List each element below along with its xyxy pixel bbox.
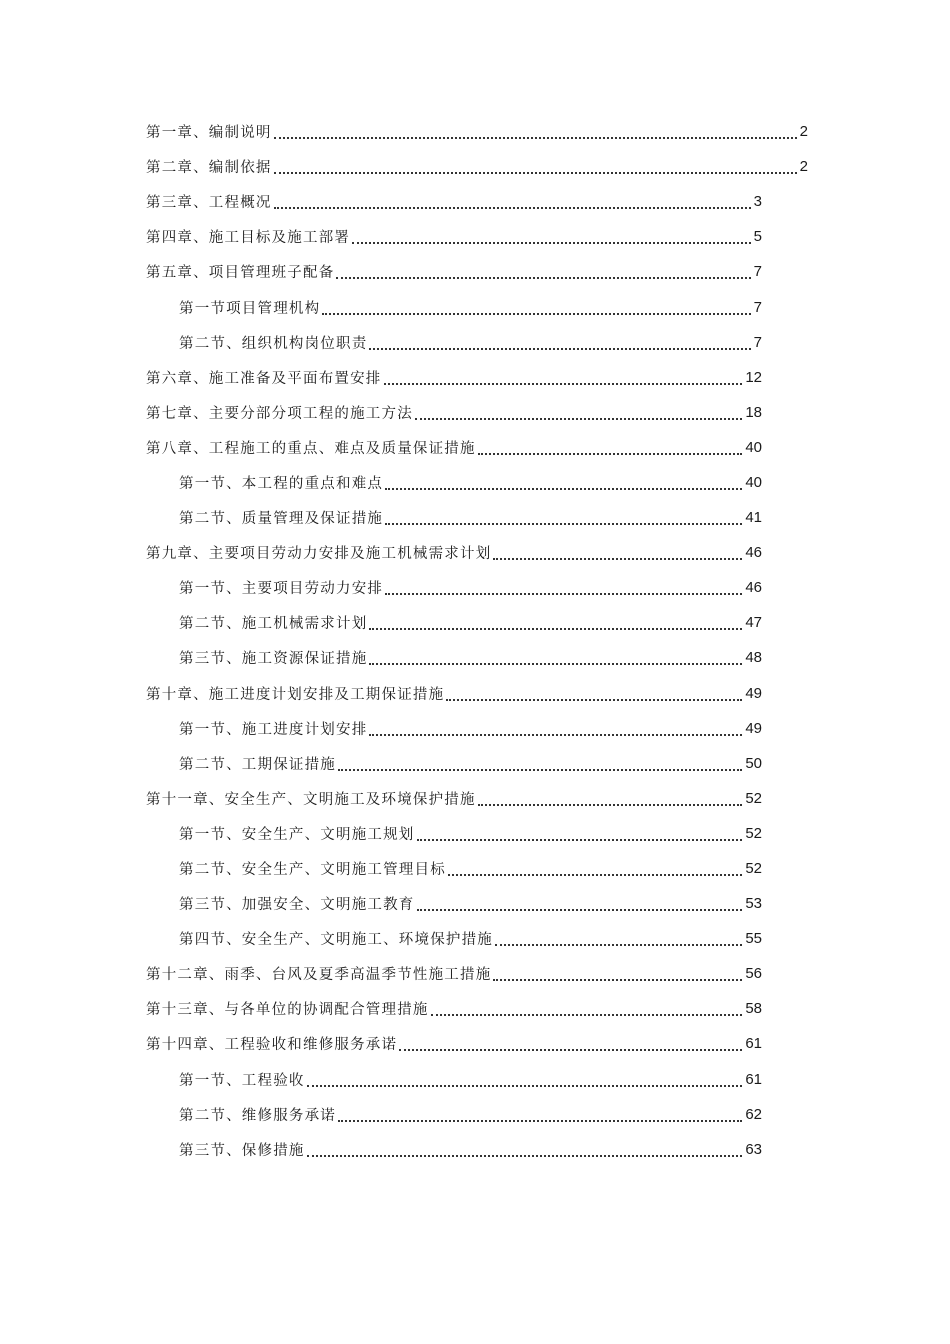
dot-leader — [448, 873, 742, 876]
dot-leader — [478, 803, 743, 806]
toc-entry[interactable] — [0, 114, 950, 149]
dot-leader — [307, 1084, 743, 1087]
toc-entry[interactable] — [0, 605, 950, 640]
toc-entry[interactable] — [0, 219, 950, 254]
dot-leader — [352, 241, 751, 244]
toc-entry-title: 第一章、编制说明 — [146, 125, 272, 142]
toc-entry-page-number: 2 — [799, 123, 808, 141]
toc-entry[interactable] — [0, 921, 950, 956]
toc-entry-title: 第一节、施工进度计划安排 — [179, 721, 368, 738]
dot-leader — [493, 557, 742, 560]
dot-leader — [338, 1119, 742, 1122]
toc-entry-page-number: 56 — [745, 965, 762, 983]
toc-entry[interactable] — [0, 676, 950, 711]
toc-entry-title: 第一节、本工程的重点和难点 — [179, 475, 384, 492]
toc-entry-page-number: 7 — [753, 298, 762, 316]
toc-entry-title: 第十三章、与各单位的协调配合管理措施 — [146, 1002, 429, 1019]
dot-leader — [369, 627, 742, 630]
toc-entry-page-number: 49 — [745, 684, 762, 702]
toc-entry-page-number: 40 — [745, 438, 762, 456]
toc-entry[interactable] — [0, 956, 950, 991]
dot-leader — [399, 1048, 742, 1051]
toc-entry-title: 第三节、施工资源保证措施 — [179, 651, 368, 668]
toc-entry-page-number: 49 — [745, 719, 762, 737]
toc-entry-title: 第四节、安全生产、文明施工、环境保护措施 — [179, 932, 493, 949]
toc-entry-page-number: 63 — [745, 1140, 762, 1158]
toc-entry-title: 第二节、组织机构岗位职责 — [179, 335, 368, 352]
toc-entry-title: 第十章、施工进度计划安排及工期保证措施 — [146, 686, 445, 703]
toc-entry-page-number: 18 — [745, 403, 762, 421]
toc-entry-page-number: 3 — [753, 193, 762, 211]
toc-entry-title: 第七章、主要分部分项工程的施工方法 — [146, 405, 413, 422]
toc-entry-page-number: 48 — [745, 649, 762, 667]
toc-entry-title: 第二章、编制依据 — [146, 160, 272, 177]
toc-entry[interactable] — [0, 184, 950, 219]
dot-leader — [415, 417, 742, 420]
toc-entry-page-number: 41 — [745, 509, 762, 527]
toc-entry[interactable] — [0, 465, 950, 500]
dot-leader — [274, 136, 797, 139]
dot-leader — [338, 768, 742, 771]
toc-entry[interactable] — [0, 816, 950, 851]
toc-entry-page-number: 50 — [745, 754, 762, 772]
toc-entry[interactable] — [0, 1132, 950, 1167]
dot-leader — [478, 452, 743, 455]
toc-entry-title: 第二节、施工机械需求计划 — [179, 616, 368, 633]
toc-entry-page-number: 58 — [745, 1000, 762, 1018]
toc-entry[interactable] — [0, 991, 950, 1026]
dot-leader — [274, 206, 751, 209]
toc-entry-title: 第十四章、工程验收和维修服务承诺 — [146, 1037, 398, 1054]
toc-entry[interactable] — [0, 781, 950, 816]
toc-entry[interactable] — [0, 640, 950, 675]
toc-entry-title: 第十一章、安全生产、文明施工及环境保护措施 — [146, 791, 476, 808]
dot-leader — [493, 978, 742, 981]
toc-entry-title: 第三节、保修措施 — [179, 1142, 305, 1159]
toc-entry-page-number: 53 — [745, 895, 762, 913]
toc-entry-page-number: 62 — [745, 1105, 762, 1123]
toc-entry[interactable] — [0, 395, 950, 430]
toc-entry[interactable] — [0, 711, 950, 746]
toc-entry-title: 第一节、安全生产、文明施工规划 — [179, 826, 415, 843]
toc-entry-page-number: 55 — [745, 930, 762, 948]
toc-entry[interactable] — [0, 289, 950, 324]
dot-leader — [307, 1154, 743, 1157]
toc-entry-page-number: 7 — [753, 333, 762, 351]
toc-entry[interactable] — [0, 360, 950, 395]
dot-leader — [322, 312, 750, 315]
toc-entry-page-number: 52 — [745, 789, 762, 807]
toc-entry-title: 第三章、工程概况 — [146, 195, 272, 212]
dot-leader — [369, 733, 742, 736]
toc-entry[interactable] — [0, 570, 950, 605]
dot-leader — [385, 522, 742, 525]
dot-leader — [274, 171, 797, 174]
toc-entry[interactable] — [0, 430, 950, 465]
toc-entry-page-number: 46 — [745, 544, 762, 562]
toc-entry[interactable] — [0, 851, 950, 886]
toc-entry[interactable] — [0, 535, 950, 570]
toc-entry-page-number: 40 — [745, 473, 762, 491]
toc-entry[interactable] — [0, 500, 950, 535]
dot-leader — [385, 487, 742, 490]
dot-leader — [369, 662, 742, 665]
toc-entry-title: 第二节、质量管理及保证措施 — [179, 511, 384, 528]
toc-entry-page-number: 52 — [745, 860, 762, 878]
toc-entry-page-number: 2 — [799, 158, 808, 176]
toc-entry-page-number: 47 — [745, 614, 762, 632]
dot-leader — [384, 382, 743, 385]
table-of-contents — [0, 114, 950, 1167]
toc-entry[interactable] — [0, 746, 950, 781]
toc-entry[interactable] — [0, 1026, 950, 1061]
toc-entry-page-number: 61 — [745, 1035, 762, 1053]
toc-entry[interactable] — [0, 254, 950, 289]
toc-entry-title: 第一节项目管理机构 — [179, 300, 321, 317]
toc-entry-page-number: 12 — [745, 368, 762, 386]
toc-entry[interactable] — [0, 149, 950, 184]
dot-leader — [336, 276, 750, 279]
toc-entry-title: 第八章、工程施工的重点、难点及质量保证措施 — [146, 440, 476, 457]
toc-entry-title: 第二节、工期保证措施 — [179, 756, 336, 773]
dot-leader — [417, 838, 743, 841]
toc-entry-title: 第五章、项目管理班子配备 — [146, 265, 335, 282]
toc-entry-page-number: 61 — [745, 1070, 762, 1088]
dot-leader — [495, 943, 742, 946]
toc-entry-page-number: 52 — [745, 824, 762, 842]
dot-leader — [385, 592, 742, 595]
dot-leader — [446, 698, 742, 701]
dot-leader — [431, 1013, 743, 1016]
toc-entry-title: 第一节、主要项目劳动力安排 — [179, 581, 384, 598]
toc-entry-title: 第十二章、雨季、台风及夏季高温季节性施工措施 — [146, 967, 492, 984]
toc-entry-page-number: 46 — [745, 579, 762, 597]
toc-entry-title: 第二节、安全生产、文明施工管理目标 — [179, 862, 446, 879]
toc-entry-title: 第一节、工程验收 — [179, 1072, 305, 1089]
toc-entry-title: 第三节、加强安全、文明施工教育 — [179, 897, 415, 914]
toc-entry-title: 第四章、施工目标及施工部署 — [146, 230, 351, 247]
toc-entry-title: 第六章、施工准备及平面布置安排 — [146, 370, 382, 387]
toc-entry[interactable] — [0, 1062, 950, 1097]
toc-entry[interactable] — [0, 1097, 950, 1132]
toc-entry-title: 第九章、主要项目劳动力安排及施工机械需求计划 — [146, 546, 492, 563]
dot-leader — [417, 908, 743, 911]
toc-entry[interactable] — [0, 325, 950, 360]
toc-entry[interactable] — [0, 886, 950, 921]
toc-entry-page-number: 7 — [753, 263, 762, 281]
toc-entry-page-number: 5 — [753, 228, 762, 246]
toc-entry-title: 第二节、维修服务承诺 — [179, 1107, 336, 1124]
dot-leader — [369, 347, 750, 350]
